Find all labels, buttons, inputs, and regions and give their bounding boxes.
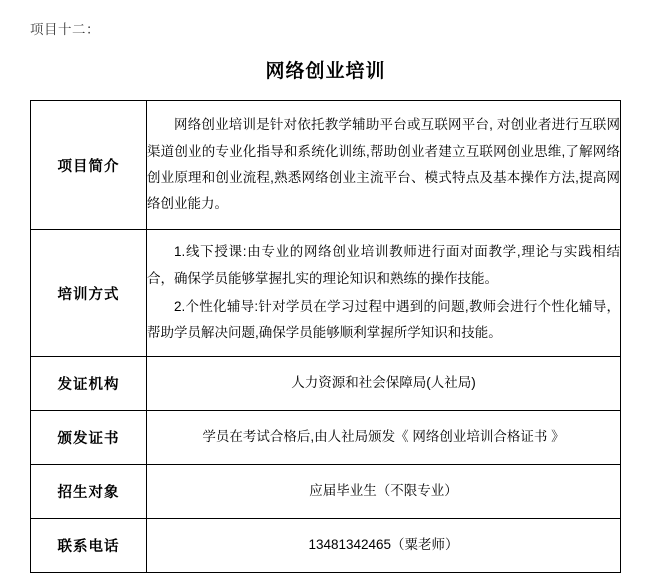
intro-paragraph-1: 网络创业培训是针对依托教学辅助平台或互联网平台, 对创业者进行互联网渠道创业的专业化指导和系统化训练,帮助创业者建立互联网创业思维,了解网络创业原理和创业流程,熟悉网络创业主流平台、模式特点及基本操作方法,提高网络创业能力。 — [147, 117, 620, 212]
method-paragraph-1: 1.线下授课:由专业的网络创业培训教师进行面对面教学,理论与实践相结合，确保学员能够掌握扎实的理论知识和熟练的操作技能。 — [147, 244, 620, 286]
table-row — [31, 411, 621, 465]
table-row — [31, 101, 621, 230]
row-value-method — [147, 230, 621, 357]
table-row — [31, 519, 621, 573]
row-label-method: 培训方式 — [31, 230, 147, 357]
row-label-intro: 项目简介 — [31, 101, 147, 230]
row-label-certificate: 颁发证书 — [31, 411, 147, 465]
table-row — [31, 465, 621, 519]
row-value-certificate: 学员在考试合格后,由人社局颁发《 网络创业培训合格证书 》 — [147, 411, 621, 465]
table-row — [31, 230, 621, 357]
program-info-table — [30, 100, 621, 573]
project-label: 项目十二： — [30, 22, 100, 37]
table-row — [31, 357, 621, 411]
method-paragraph-2: 2.个性化辅导:针对学员在学习过程中遇到的问题,教师会进行个性化辅导，帮助学员解决问题,确保学员能够顺利掌握所学知识和技能。 — [147, 299, 620, 341]
row-value-intro — [147, 101, 621, 230]
row-label-issuer: 发证机构 — [31, 357, 147, 411]
row-label-phone: 联系电话 — [31, 519, 147, 573]
row-value-phone: 13481342465（粟老师） — [147, 519, 621, 573]
row-label-audience: 招生对象 — [31, 465, 147, 519]
row-value-audience: 应届毕业生（不限专业） — [147, 465, 621, 519]
row-value-issuer: 人力资源和社会保障局(人社局) — [147, 357, 621, 411]
page-title: 网络创业培训 — [265, 61, 386, 82]
